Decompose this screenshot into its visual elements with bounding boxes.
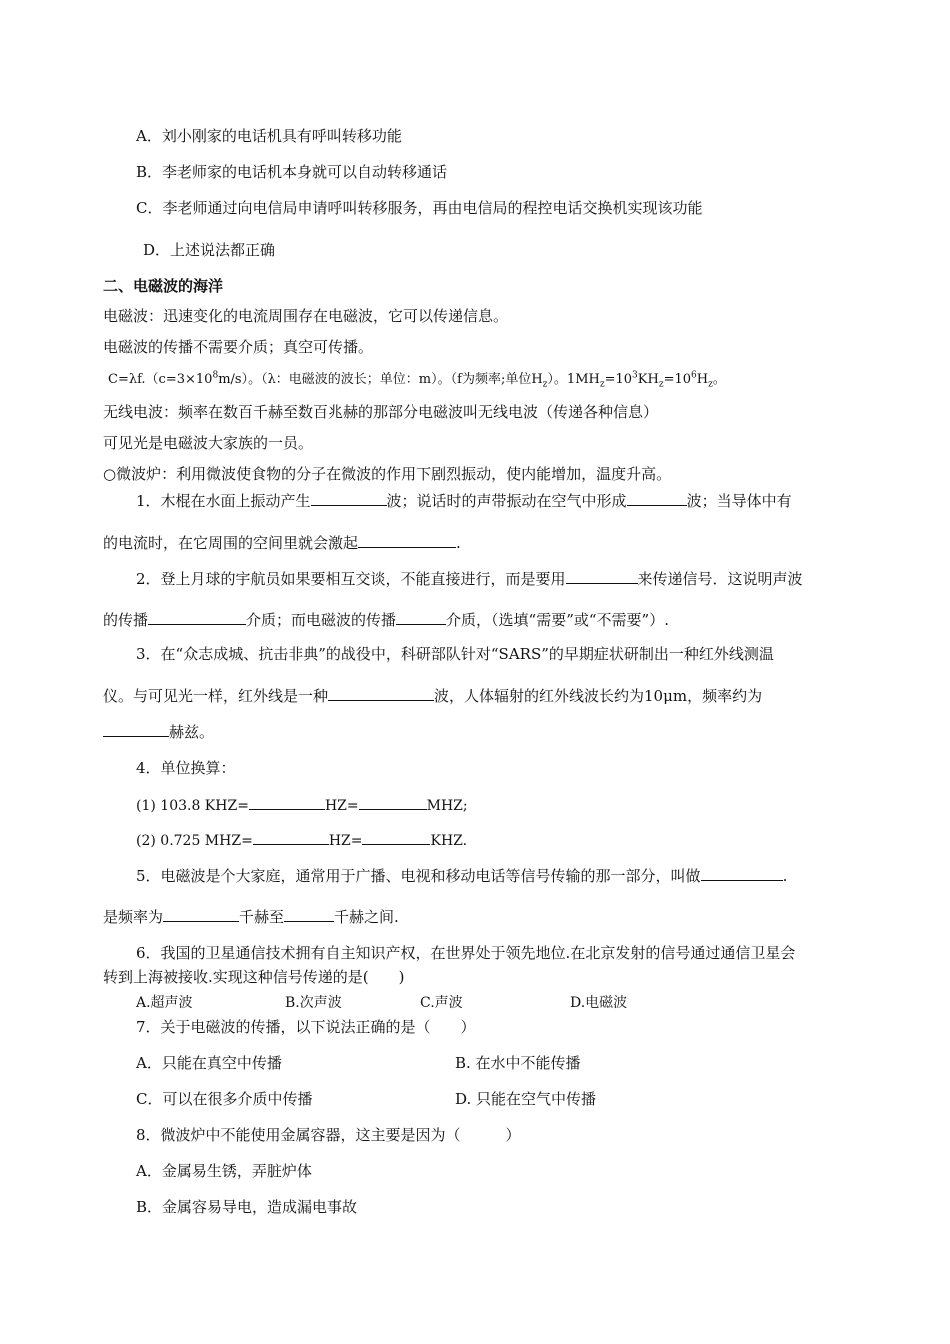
answer-blank[interactable] [249,794,325,810]
question-1-cont: 的电流时，在它周围的空间里就会激起 . [103,534,461,552]
answer-blank[interactable] [328,685,434,701]
question-4-row: (2) 0.725 MHZ= HZ= KHZ. [136,829,467,851]
question-7-option: A．只能在真空中传播 [136,1054,282,1072]
section-line: ○微波炉：利用微波使食物的分子在微波的作用下剧烈振动，使内能增加，温度升高。 [103,465,672,483]
question-2: 2．登上月球的宇航员如果要相互交谈，不能直接进行，而是要用 来传递信号．这说明声波 [136,570,803,588]
section-title: 二、电磁波的海洋 [103,277,224,295]
section-line: 可见光是电磁波大家族的一员。 [103,434,314,452]
question-7-option: C．可以在很多介质中传播 [136,1090,313,1108]
question-5: 5．电磁波是个大家庭，通常用于广播、电视和移动电话等信号传输的那一部分，叫做 . [136,867,788,885]
option-b: B．李老师家的电话机本身就可以自动转移通话 [136,163,448,181]
question-7-option: B. 在水中不能传播 [455,1054,581,1072]
answer-blank[interactable] [566,568,638,584]
answer-blank[interactable] [253,829,329,845]
section-line: 电磁波：迅速变化的电流周围存在电磁波，它可以传递信息。 [103,307,509,325]
answer-blank[interactable] [148,609,246,625]
question-6: 6．我国的卫星通信技术拥有自主知识产权，在世界处于领先地位.在北京发射的信号通过通信卫星会 [136,944,796,962]
answer-blank[interactable] [163,906,239,922]
answer-blank[interactable] [311,490,387,506]
answer-blank[interactable] [396,609,446,625]
answer-blank[interactable] [103,721,169,737]
answer-blank[interactable] [627,490,687,506]
section-line: 电磁波的传播不需要介质；真空可传播。 [103,338,374,356]
section-line: 无线电波：频率在数百千赫至数百兆赫的那部分电磁波叫无线电波（传递各种信息） [103,403,659,421]
answer-blank[interactable] [359,794,427,810]
option-c: C．李老师通过向电信局申请呼叫转移服务，再由电信局的程控电话交换机实现该功能 [136,199,703,217]
question-6-option: B.次声波 [285,995,342,1011]
question-6-option: D.电磁波 [570,995,628,1011]
answer-blank[interactable] [284,906,334,922]
option-a: A．刘小刚家的电话机具有呼叫转移功能 [136,127,402,145]
question-4: 4．单位换算： [136,759,236,777]
question-3-cont: 赫兹。 [103,721,214,742]
question-1: 1．木棍在水面上振动产生 波；说话时的声带振动在空气中形成 波；当导体中有 [136,492,792,510]
question-8-option: B．金属容易导电，造成漏电事故 [136,1198,358,1216]
question-7-option: D. 只能在空气中传播 [455,1090,597,1108]
question-3-cont: 仪。与可见光一样，红外线是一种 波，人体辐射的红外线波长约为10μm，频率约为 [103,687,763,705]
question-6-option: A.超声波 [136,995,193,1011]
formula-line: $C=\lambda f.(c=3\times 10^8m/s)$。（λ：电磁波的波长；单位：m）。（f为频率;单位$H_z$）。$1MH_z=10^3KH_z=10^6H_z$。 [108,370,726,390]
answer-blank[interactable] [362,829,430,845]
answer-blank[interactable] [701,865,783,881]
question-3: 3．在“众志成城、抗击非典”的战役中，科研部队针对“SARS”的早期症状研制出一种红外线测温 [136,645,774,663]
question-2-cont: 的传播 介质；而电磁波的传播 介质，（选填“需要”或“不需要”）. [103,611,669,629]
question-6-option: C.声波 [420,995,463,1011]
question-5-cont: 是频率为 千赫至 千赫之间. [103,908,399,926]
question-7: 7．关于电磁波的传播，以下说法正确的是（ ） [136,1018,476,1036]
question-4-row: (1) 103.8 KHZ= HZ= MHZ; [136,794,468,816]
question-8-option: A．金属易生锈，弄脏炉体 [136,1162,312,1180]
question-6-cont: 转到上海被接收.实现这种信号传递的是( ) [103,968,405,986]
answer-blank[interactable] [358,532,456,548]
question-8: 8．微波炉中不能使用金属容器，这主要是因为（ ） [136,1126,521,1144]
option-d: D．上述说法都正确 [143,241,276,259]
